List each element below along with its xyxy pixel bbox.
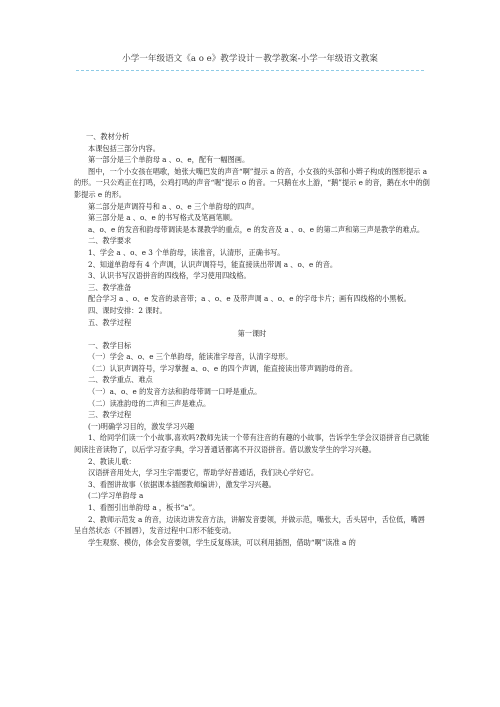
paragraph: 第三部分是 a 、o、e 的书写格式及笔画笔顺。 (88, 213, 238, 223)
paragraph: （一）a、o、e 的发音方法和韵母带调一口呼是重点。 (88, 387, 262, 397)
paragraph: 第二部分是声调符号和 a 、o、e 三个单韵母的四声。 (88, 201, 259, 211)
paragraph: 五、教学过程 (88, 317, 132, 327)
paragraph: 1、学会 a 、o、e 3 个单韵母，读准音，认清形，正确书写。 (88, 247, 285, 257)
paragraph: 3、看图讲故事（依据课本插图教师编讲），激发学习兴趣。 (88, 479, 276, 489)
paragraph: 2、知道单韵母有 4 个声调，认识声调符号，能直接读出带调 a 、o、e 的音。 (88, 259, 338, 269)
paragraph: a、o、e 的发音和韵母带调读是本课教学的重点，e 的发音及 a 、o、e 的第二声和第三声是教学的难点。 (88, 224, 425, 234)
paragraph: 1、给同学们读一个小故事,喜欢吗?教师先读一个带有注音的有趣的小故事，告诉学生学会汉语拼音自己就能阅读注音读物了，以后学习查字典，学习普通话都离不开汉语拼音。借以激发学生的学习兴趣。 (74, 433, 430, 455)
paragraph: (一)明确学习目的，激发学习兴趣 (88, 421, 195, 431)
paragraph: （二）认识声调符号，学习掌握 a、o、e 的四个声调，能直接读出带声调韵母的音。 (88, 363, 358, 373)
paragraph: 本课包括三部分内容。 (88, 143, 160, 153)
paragraph: 图中，一个小女孩在唱歌，她张大嘴巴发的声音“啊”提示 a 的音，小女孩的头部和小辫子构成的图形提示 a 的形。一只公鸡正在打鸣，公鸡打鸣的声音“喔”提示 o 的音。一只鹅在水上游，“鹅”提示 e 的音，鹅在水中的倒影提示 e 的形。 (74, 166, 430, 199)
paragraph: 3、认识书写汉语拼音的四线格，学习使用四线格。 (88, 271, 251, 281)
paragraph: 三、教学过程 (88, 410, 132, 420)
paragraph: 二、教学重点、难点 (88, 375, 153, 385)
paragraph: 配合学习 a 、o、e 发音的录音带；a 、o、e 及带声调 a 、o、e 的字母卡片；画有四线格的小黑板。 (88, 294, 411, 304)
paragraph: 汉语拼音用处大，学习生字需要它，帮助学好普通话，我们决心学好它。 (88, 468, 319, 478)
document-body (74, 131, 430, 548)
paragraph: 2、教读儿歌： (88, 456, 136, 466)
paragraph: 一、教材分析 (86, 132, 130, 141)
paragraph: 2、教师示范发 a 的音，边读边讲发音方法，讲解发音要领，并做示范，嘴张大，舌头居中，舌位低，嘴唇呈自然状态（不圆唇），发音过程中口形不能变动。 (74, 514, 425, 536)
paragraph: 三、教学准备 (88, 282, 132, 292)
paragraph: (二)学习单韵母 a (88, 491, 144, 501)
section-heading: 第一课时 (237, 329, 267, 339)
document-title: 小学一年级语文《a o e》教学设计－教学教案-小学一年级语文教案 (122, 54, 378, 64)
paragraph: （一）学会 a、o、e 三个单韵母，能读准字母音，认清字母形。 (88, 352, 293, 362)
paragraph: 第一部分是三个单韵母 a 、o、e，配有一幅图画。 (88, 155, 250, 165)
paragraph: 1、看图引出单韵母 a ，板书“a”。 (88, 503, 200, 512)
paragraph: 一、教学目标 (88, 340, 132, 350)
paragraph: （二）读准韵母的二声和三声是难点。 (88, 398, 211, 408)
title-divider (76, 70, 424, 71)
paragraph: 二、教学要求 (88, 236, 132, 246)
paragraph: 学生观察、模仿，体会发音要领，学生反复练读，可以利用插图，借助“啊”读准 a 的 (88, 537, 356, 547)
paragraph: 四、课时安排：2 课时。 (88, 305, 167, 315)
